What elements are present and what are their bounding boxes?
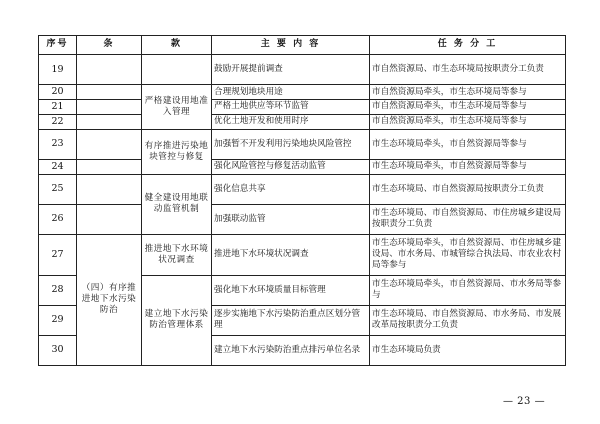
article-cell [77,85,142,100]
clause-cell: 建立地下水污染防治管理体系 [142,275,212,365]
table-row [39,234,566,275]
content-cell: 加强暂不开发利用污染地块风险管控 [212,129,370,159]
table-row [39,99,566,114]
row-number: 30 [39,335,77,365]
table-row [39,85,566,100]
article-cell [77,99,142,114]
row-number: 22 [39,114,77,129]
task-cell: 市生态环境局牵头，市自然资源局等参与 [370,159,566,174]
row-number: 19 [39,55,77,85]
article-cell [77,204,142,234]
content-cell: 强化地下水环境质量目标管理 [212,275,370,305]
article-cell: （四）有序推进地下水污染防治 [77,234,142,365]
content-cell: 加强联动监管 [212,204,370,234]
article-cell [77,114,142,129]
row-number: 21 [39,99,77,114]
table-row [39,55,566,85]
task-cell: 市自然资源局牵头，市生态环境局等参与 [370,99,566,114]
task-table [38,35,566,366]
content-cell: 合理规划地块用途 [212,85,370,100]
clause-cell: 严格建设用地准入管理 [142,85,212,130]
row-number: 23 [39,129,77,159]
article-cell [77,129,142,159]
table-row [39,174,566,204]
content-cell: 强化信息共享 [212,174,370,204]
clause-cell: 健全建设用地联动监管机制 [142,174,212,234]
task-cell: 市自然资源局牵头，市生态环境局等参与 [370,114,566,129]
content-cell: 推进地下水环境状况调查 [212,234,370,275]
row-number: 26 [39,204,77,234]
content-cell: 严格土地供应等环节监管 [212,99,370,114]
header-content: 主 要 内 容 [212,36,370,55]
task-cell: 市自然资源局牵头，市生态环境局等参与 [370,85,566,100]
task-cell: 市生态环境局牵头，市自然资源局、市住房城乡建设局、市水务局、市城管综合执法局、市农业农村局等参与 [370,234,566,275]
content-cell: 建立地下水污染防治重点排污单位名录 [212,335,370,365]
header-article: 条 [77,36,142,55]
task-cell: 市生态环境局牵头，市自然资源局等参与 [370,129,566,159]
task-cell: 市生态环境局负责 [370,335,566,365]
table-header-row [39,36,566,55]
task-cell: 市生态环境局、市自然资源局、市住房城乡建设局按职责分工负责 [370,204,566,234]
header-task: 任 务 分 工 [370,36,566,55]
header-number: 序号 [39,36,77,55]
table-row [39,159,566,174]
clause-cell [142,55,212,85]
task-cell: 市生态环境局、市自然资源局、市水务局、市发展改革局按职责分工负责 [370,305,566,335]
content-cell: 逐步实施地下水污染防治重点区划分管理 [212,305,370,335]
clause-cell: 有序推进污染地块管控与修复 [142,129,212,174]
row-number: 24 [39,159,77,174]
task-cell: 市生态环境局、市自然资源局按职责分工负责 [370,174,566,204]
header-clause: 款 [142,36,212,55]
article-cell [77,174,142,204]
content-cell: 强化风险管控与修复活动监管 [212,159,370,174]
row-number: 27 [39,234,77,275]
row-number: 20 [39,85,77,100]
article-cell [77,159,142,174]
row-number: 25 [39,174,77,204]
table-row [39,114,566,129]
clause-cell: 推进地下水环境状况调查 [142,234,212,275]
row-number: 28 [39,275,77,305]
page-number: — 23 — [503,396,546,407]
article-cell [77,55,142,85]
content-cell: 优化土地开发和使用时序 [212,114,370,129]
task-cell: 市自然资源局、市生态环境局按职责分工负责 [370,55,566,85]
row-number: 29 [39,305,77,335]
table-row [39,129,566,159]
table-row [39,204,566,234]
content-cell: 鼓励开展提前调查 [212,55,370,85]
task-cell: 市生态环境局牵头，市自然资源局、市水务局等参与 [370,275,566,305]
